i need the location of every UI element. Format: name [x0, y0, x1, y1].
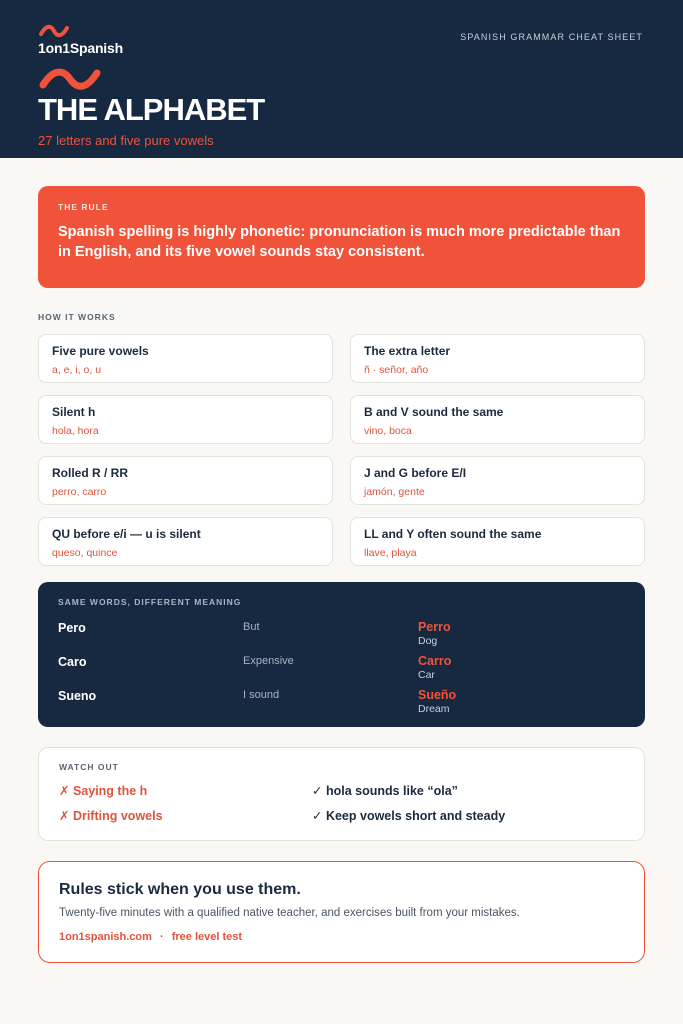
meaning-correct-translation: Dog [418, 635, 438, 647]
card-example: hola, hora [52, 425, 99, 437]
meaning-translation: But [243, 621, 260, 633]
cta-title: Rules stick when you use them. [59, 881, 301, 898]
page-subtitle: 27 letters and five pure vowels [38, 133, 214, 148]
squiggle-decoration-icon [38, 66, 102, 92]
rule-card-item [38, 517, 333, 566]
rule-card-item [38, 395, 333, 444]
fix-item: ✓ hola sounds like “ola” [312, 784, 458, 798]
meaning-translation: I sound [243, 689, 280, 701]
rule-card-item [350, 517, 645, 566]
meaning-word: Sueno [58, 689, 97, 703]
rule-card [38, 186, 645, 288]
rule-card-item [350, 395, 645, 444]
level-test-link[interactable]: free level test [171, 931, 243, 943]
rule-card-item [350, 334, 645, 383]
watch-out-list [59, 783, 624, 843]
rule-card-item [38, 456, 333, 505]
meaning-label: SAME WORDS, DIFFERENT MEANING [58, 597, 242, 607]
meaning-panel [38, 582, 645, 727]
meaning-word: Pero [58, 621, 86, 635]
card-example: llave, playa [364, 547, 417, 559]
watch-out-label: WATCH OUT [59, 762, 119, 772]
card-example: vino, boca [364, 425, 412, 437]
card-example: perro, carro [52, 486, 107, 498]
card-example: ñ · señor, año [364, 364, 429, 376]
link-separator: · [159, 931, 164, 943]
card-example: jamón, gente [364, 486, 425, 498]
fix-item: ✓ Keep vowels short and steady [312, 809, 506, 823]
how-it-works-label: HOW IT WORKS [38, 312, 116, 322]
squiggle-logo-icon [38, 24, 70, 38]
rule-card-item [38, 334, 333, 383]
tagline: SPANISH GRAMMAR CHEAT SHEET [460, 32, 643, 42]
page-title: THE ALPHABET [38, 92, 265, 127]
mistake-item: ✗ Drifting vowels [59, 809, 163, 823]
cta-links [59, 931, 624, 943]
card-title: B and V sound the same [364, 405, 504, 419]
rule-text: Spanish spelling is highly phonetic: pronunciation is much more predictable than in English, and its five vowel sounds stay consistent. [58, 224, 621, 260]
header [0, 0, 683, 158]
meaning-correct-translation: Dream [418, 703, 450, 715]
rule-label: THE RULE [58, 202, 109, 212]
card-title: J and G before E/I [364, 466, 467, 480]
brand-name: 1on1Spanish [38, 40, 123, 56]
meaning-row [58, 652, 625, 686]
card-title: QU before e/i — u is silent [52, 527, 201, 541]
meaning-row [58, 686, 625, 720]
meaning-correct-word: Carro [418, 654, 452, 668]
meaning-correct-translation: Car [418, 669, 435, 681]
card-title: LL and Y often sound the same [364, 527, 542, 541]
mistake-item: ✗ Saying the h [59, 784, 148, 798]
how-it-works-grid [38, 334, 645, 566]
meaning-rows [58, 618, 625, 720]
card-title: Rolled R / RR [52, 466, 129, 480]
card-title: The extra letter [364, 344, 451, 358]
meaning-row [58, 618, 625, 652]
card-title: Five pure vowels [52, 344, 149, 358]
meaning-translation: Expensive [243, 655, 294, 667]
meaning-word: Caro [58, 655, 87, 669]
meaning-correct-word: Sueño [418, 688, 457, 702]
brand-logo[interactable] [38, 24, 123, 56]
meaning-correct-word: Perro [418, 620, 451, 634]
rule-card-item [350, 456, 645, 505]
card-title: Silent h [52, 405, 96, 419]
card-example: a, e, i, o, u [52, 364, 102, 376]
cta-text: Twenty-five minutes with a qualified native teacher, and exercises built from your mistakes. [59, 907, 520, 919]
watch-out-panel [38, 747, 645, 841]
card-example: queso, quince [52, 547, 118, 559]
site-link[interactable]: 1on1spanish.com [59, 931, 152, 943]
cta-box [38, 861, 645, 963]
